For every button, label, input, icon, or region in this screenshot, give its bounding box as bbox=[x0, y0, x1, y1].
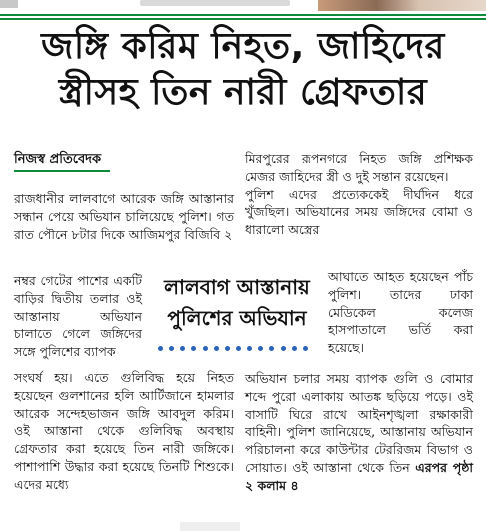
body-text bbox=[245, 370, 473, 495]
pull-quote-line-1: লালবাগ আস্তানায় bbox=[164, 275, 310, 299]
right-column-paragraph-a bbox=[245, 150, 473, 239]
body-text: পুলিশ এদের প্রত্যেককেই দীর্ঘদিন ধরে খুঁজছিল। অভিযানের সময় জঙ্গিদের বোমা ও ধারালো অস্ত্রের bbox=[245, 186, 473, 238]
left-column-paragraph-a bbox=[14, 190, 234, 243]
body-text: নম্বর গেটের পাশের একটি বাড়ির দ্বিতীয় তলার ওই আস্তানায় অভিযান চালাতে গেলে জঙ্গিদের সঙ্গে পুলিশের ব্যাপক bbox=[14, 273, 142, 360]
photo-thumbnail-right bbox=[318, 0, 486, 11]
left-column-paragraph-b bbox=[14, 272, 142, 361]
body-text: মিরপুরের রূপনগরে নিহত জঙ্গি প্রশিক্ষক মেজর জাহিদের স্ত্রী ও দুই সন্তান রয়েছেন। bbox=[245, 151, 473, 184]
right-column-paragraph-b bbox=[328, 268, 473, 357]
byline: নিজস্ব প্রতিবেদক bbox=[14, 152, 102, 167]
top-rule bbox=[0, 14, 486, 16]
body-text-run: অভিযান চলার সময় ব্যাপক গুলি ও বোমার শব্দে পুরো এলাকায় আতঙ্ক ছড়িয়ে পড়ে। ওই বাসাটি ঘিরে রাখে আইনশৃঙ্খলা রক্ষাকারী বাহিনী। পুলিশ জানিয়েছে, আস্তানায় অভিযান পরিচালনা করে কাউন্টার টেররিজম বিভাগ ও সোয়াত। ওই আস্তানা থেকে তিন bbox=[245, 371, 473, 475]
photo-thumbnail-left bbox=[0, 0, 18, 8]
bottom-cropped-fragment bbox=[180, 522, 240, 531]
top-image-strip bbox=[0, 0, 486, 14]
left-column-paragraph-c bbox=[14, 369, 234, 494]
right-column-paragraph-c bbox=[245, 370, 473, 495]
cropped-text-fragment bbox=[140, 0, 290, 6]
pull-quote bbox=[148, 272, 326, 334]
pull-quote-line-2: পুলিশের অভিযান bbox=[167, 306, 307, 330]
body-text: আঘাতে আহত হয়েছেন পাঁচ পুলিশ। তাদের ঢাকা মেডিকেল কলেজ হাসপাতালে ভর্তি করা হয়েছে। bbox=[328, 269, 473, 356]
headline-line-2: স্ত্রীসহ তিন নারী গ্রেফতার bbox=[58, 72, 428, 113]
body-text: রাজধানীর লালবাগে আরেক জঙ্গি আস্তানার সন্ধান পেয়ে অভিযান চালিয়েছে পুলিশ। গত রাত পৌনে ৮টার দিকে আজিমপুর বিজিবি ২ bbox=[14, 191, 234, 242]
continued-on-page-note: এরপর পৃষ্ঠা ২ কলাম ৪ bbox=[245, 459, 473, 493]
pull-quote-dot-divider bbox=[158, 346, 308, 352]
top-rule-secondary bbox=[0, 18, 486, 20]
byline-underline bbox=[14, 170, 110, 172]
body-text: সংঘর্ষ হয়। এতে গুলিবিদ্ধ হয়ে নিহত হয়েছেন গুলশানের হলি আর্টিজানে হামলার আরেক সন্দেহভাজন জঙ্গি আবদুল করিম। ওই আস্তানা থেকে গুলিবিদ্ধ অবস্থায় গ্রেফতার করা হয়েছে তিন নারী জঙ্গিকে। পাশাপাশি উদ্ধার করা হয়েছে তিনটি শিশুকে। এদের মধ্যে bbox=[14, 370, 234, 492]
headline bbox=[0, 24, 486, 116]
headline-line-1: জঙ্গি করিম নিহত, জাহিদের bbox=[41, 26, 445, 67]
